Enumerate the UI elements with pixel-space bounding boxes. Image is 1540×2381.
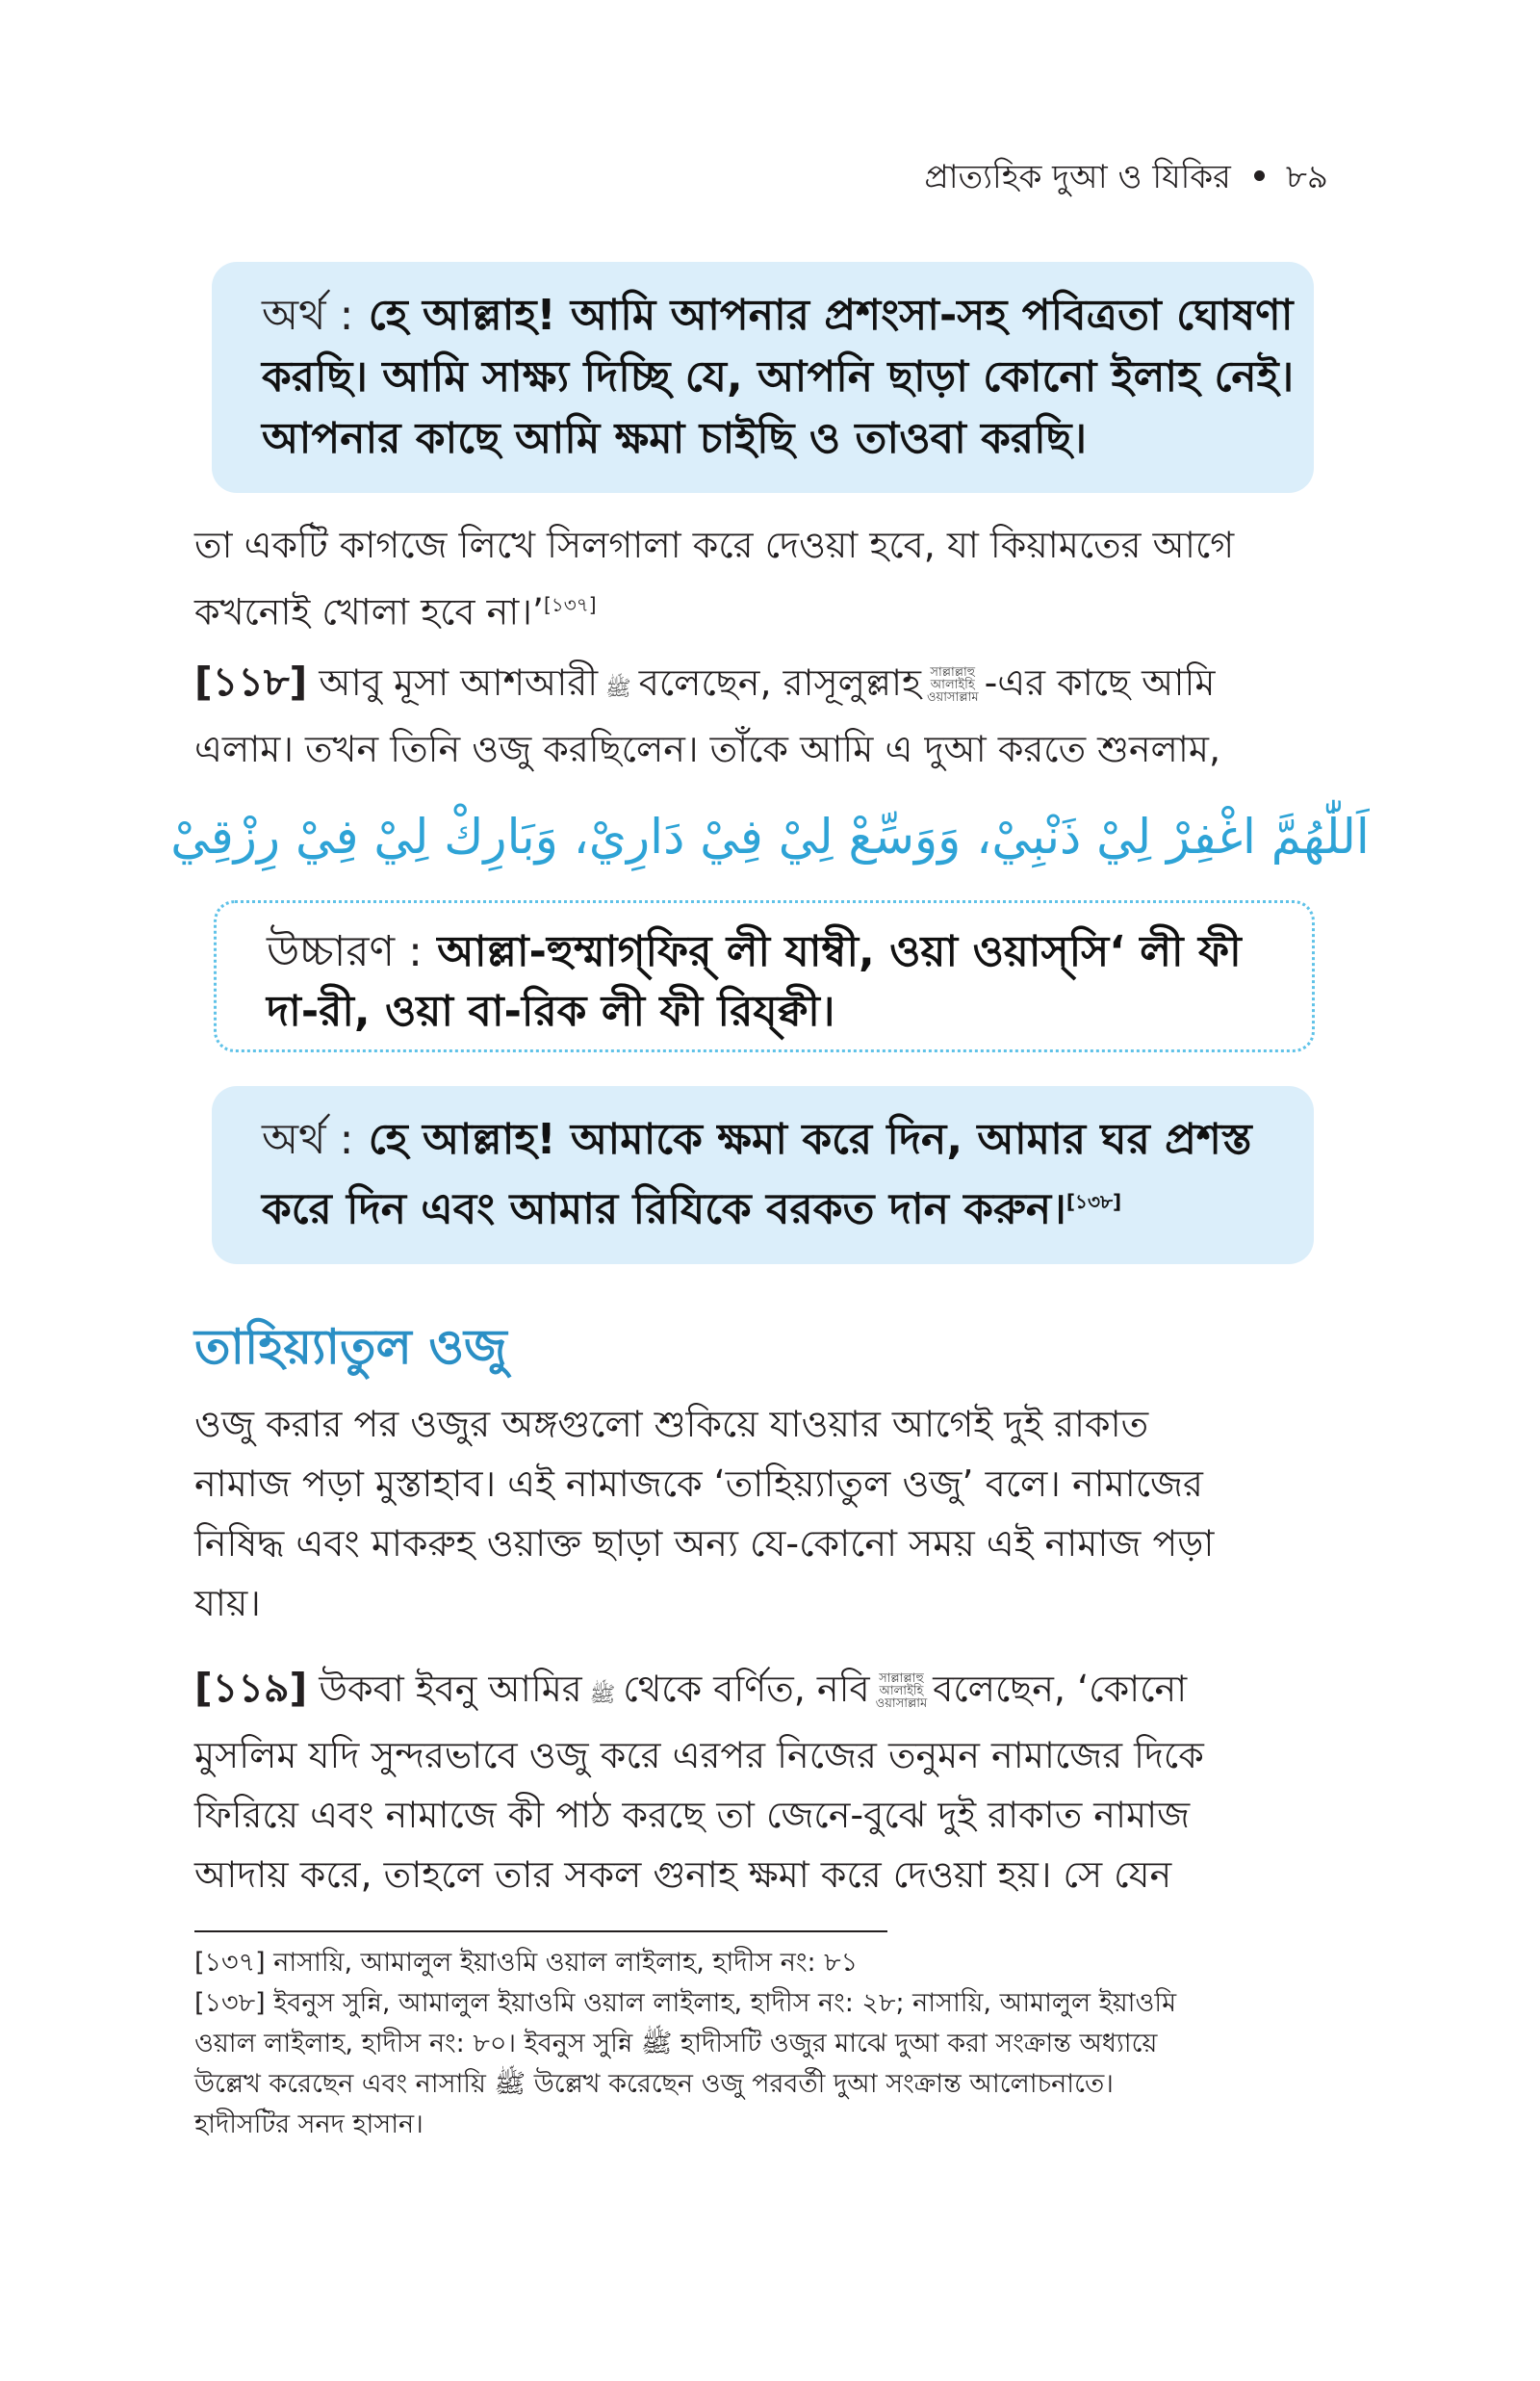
paragraph-line: যায়। <box>194 1582 261 1624</box>
hadith-text: মুসলিম যদি সুন্দরভাবে ওজু করে এরপর নিজের তনুমন নামাজের দিকে <box>194 1734 1204 1776</box>
hadith-text: বলেছেন, ‘কোনো <box>933 1668 1188 1710</box>
footnote-138: [১৩৮] ইবনুস সুন্নি, আমালুল ইয়াওমি ওয়াল লাইলাহ, হাদীস নং: ২৮; নাসায়ি, আমালুল ইয়াওমি <box>194 1988 1177 2018</box>
section-title: তাহিয়্যাতুল ওজু <box>194 1319 507 1375</box>
section-paragraph <box>194 1394 1330 1633</box>
hadith-text: আবু মূসা আশআরী <box>319 661 599 704</box>
pronunciation-box <box>214 900 1315 1052</box>
hadith-119 <box>194 1658 1330 1904</box>
meaning-line: হে আল্লাহ! আমি আপনার প্রশংসা-সহ পবিত্রতা ঘোষণা <box>368 291 1294 340</box>
meaning-line: হে আল্লাহ! আমাকে ক্ষমা করে দিন, আমার ঘর প্রশস্ত <box>368 1115 1252 1164</box>
footnote-ref-138: [১৩৮] <box>1065 1190 1122 1213</box>
meaning-box-1 <box>212 262 1314 493</box>
footnote-ref-137: [১৩৭] <box>544 593 597 616</box>
meaning-line: করে দিন এবং আমার রিযিকে বরকত দান করুন। <box>262 1184 1066 1234</box>
paragraph-continuation <box>194 515 1330 642</box>
honorific-icon: ﷺ <box>605 677 631 701</box>
hadith-118 <box>194 652 1330 779</box>
hadith-text: বলেছেন, রাসূলুল্লাহ <box>638 661 921 704</box>
paragraph-line: নিষিদ্ধ এবং মাকরুহ ওয়াক্ত ছাড়া অন্য যে-কোনো সময় এই নামাজ পড়া <box>194 1522 1215 1565</box>
footnote-138-cont: ওয়াল লাইলাহ, হাদীস নং: ৮০। ইবনুস সুন্নি ﷺ হাদীসটি ওজুর মাঝে দুআ করা সংক্রান্ত অধ্যায়ে <box>194 2029 1158 2058</box>
salawat-honorific-icon: সাল্লাল্লাহু আলাইহি ওয়াসাল্লাম <box>875 1671 928 1711</box>
meaning-box-2 <box>212 1086 1314 1264</box>
meaning-line: করছি। আমি সাক্ষ্য দিচ্ছি যে, আপনি ছাড়া কোনো ইলাহ নেই। <box>262 352 1295 401</box>
paragraph-line: নামাজ পড়া মুস্তাহাব। এই নামাজকে ‘তাহিয়্যাতুল ওজু’ বলে। নামাজের <box>194 1462 1203 1505</box>
footnote-138-cont: উল্লেখ করেছেন এবং নাসায়ি ﷺ উল্লেখ করেছেন ওজু পরবর্তী দুআ সংক্রান্ত আলোচনাতে। <box>194 2069 1114 2099</box>
paragraph-line: ওজু করার পর ওজুর অঙ্গগুলো শুকিয়ে যাওয়ার আগেই দুই রাকাত <box>194 1403 1149 1445</box>
hadith-text: এলাম। তখন তিনি ওজু করছিলেন। তাঁকে আমি এ দুআ করতে শুনলাম, <box>194 728 1221 770</box>
footnotes <box>194 1943 1330 2145</box>
running-head <box>924 152 1328 207</box>
pronunciation-line: দা-রী, ওয়া বা-রিক লী ফী রিয্‌ক্বী। <box>267 987 835 1036</box>
hadith-number: [১১৮] <box>194 659 308 705</box>
footnote-137: [১৩৭] নাসায়ি, আমালুল ইয়াওমি ওয়াল লাইলাহ, হাদীস নং: ৮১ <box>194 1948 859 1978</box>
hadith-text: আদায় করে, তাহলে তার সকল গুনাহ ক্ষমা করে দেওয়া হয়। সে যেন <box>194 1853 1172 1896</box>
meaning-line: আপনার কাছে আমি ক্ষমা চাইছি ও তাওবা করছি। <box>262 414 1088 463</box>
hadith-text: ফিরিয়ে এবং নামাজে কী পাঠ করছে তা জেনে-বুঝে দুই রাকাত নামাজ <box>194 1794 1191 1836</box>
arabic-dua: اَللّٰهُمَّ اغْفِرْ لِيْ ذَنْبِيْ، وَوَسِّعْ لِيْ فِيْ دَارِيْ، وَبَارِكْ لِيْ فِيْ رِزْقِيْ <box>170 809 1370 865</box>
hadith-text: উকবা ইবনু আমির <box>319 1668 582 1710</box>
paragraph-line: কখনোই খোলা হবে না।’ <box>194 590 544 634</box>
meaning-label: অর্থ : <box>262 291 354 340</box>
pronunciation-line: আল্লা-হুম্মাগ্‌ফির্‌ লী যাম্বী, ওয়া ওয়াস্‌সি‘ লী ফী <box>437 927 1242 976</box>
hadith-text: থেকে বর্ণিত, নবি <box>623 1668 870 1710</box>
paragraph-line: তা একটি কাগজে লিখে সিলগালা করে দেওয়া হবে, যা কিয়ামতের আগে <box>194 524 1235 566</box>
hadith-text: -এর কাছে আমি <box>984 661 1216 704</box>
book-title: প্রাত্যহিক দুআ ও যিকির <box>924 158 1231 196</box>
salawat-honorific-icon: সাল্লাল্লাহু আলাইহি ওয়াসাল্লাম <box>926 665 979 705</box>
pronunciation-label: উচ্চারণ : <box>267 927 423 976</box>
footnote-divider <box>194 1930 887 1932</box>
hadith-number: [১১৯] <box>194 1665 308 1711</box>
footnote-138-cont: হাদীসটির সনদ হাসান। <box>194 2109 424 2139</box>
bullet-separator <box>1254 170 1265 181</box>
meaning-label: অর্থ : <box>262 1115 354 1164</box>
page-number: ৮৯ <box>1285 158 1328 196</box>
honorific-icon: ﷺ <box>589 1683 616 1707</box>
